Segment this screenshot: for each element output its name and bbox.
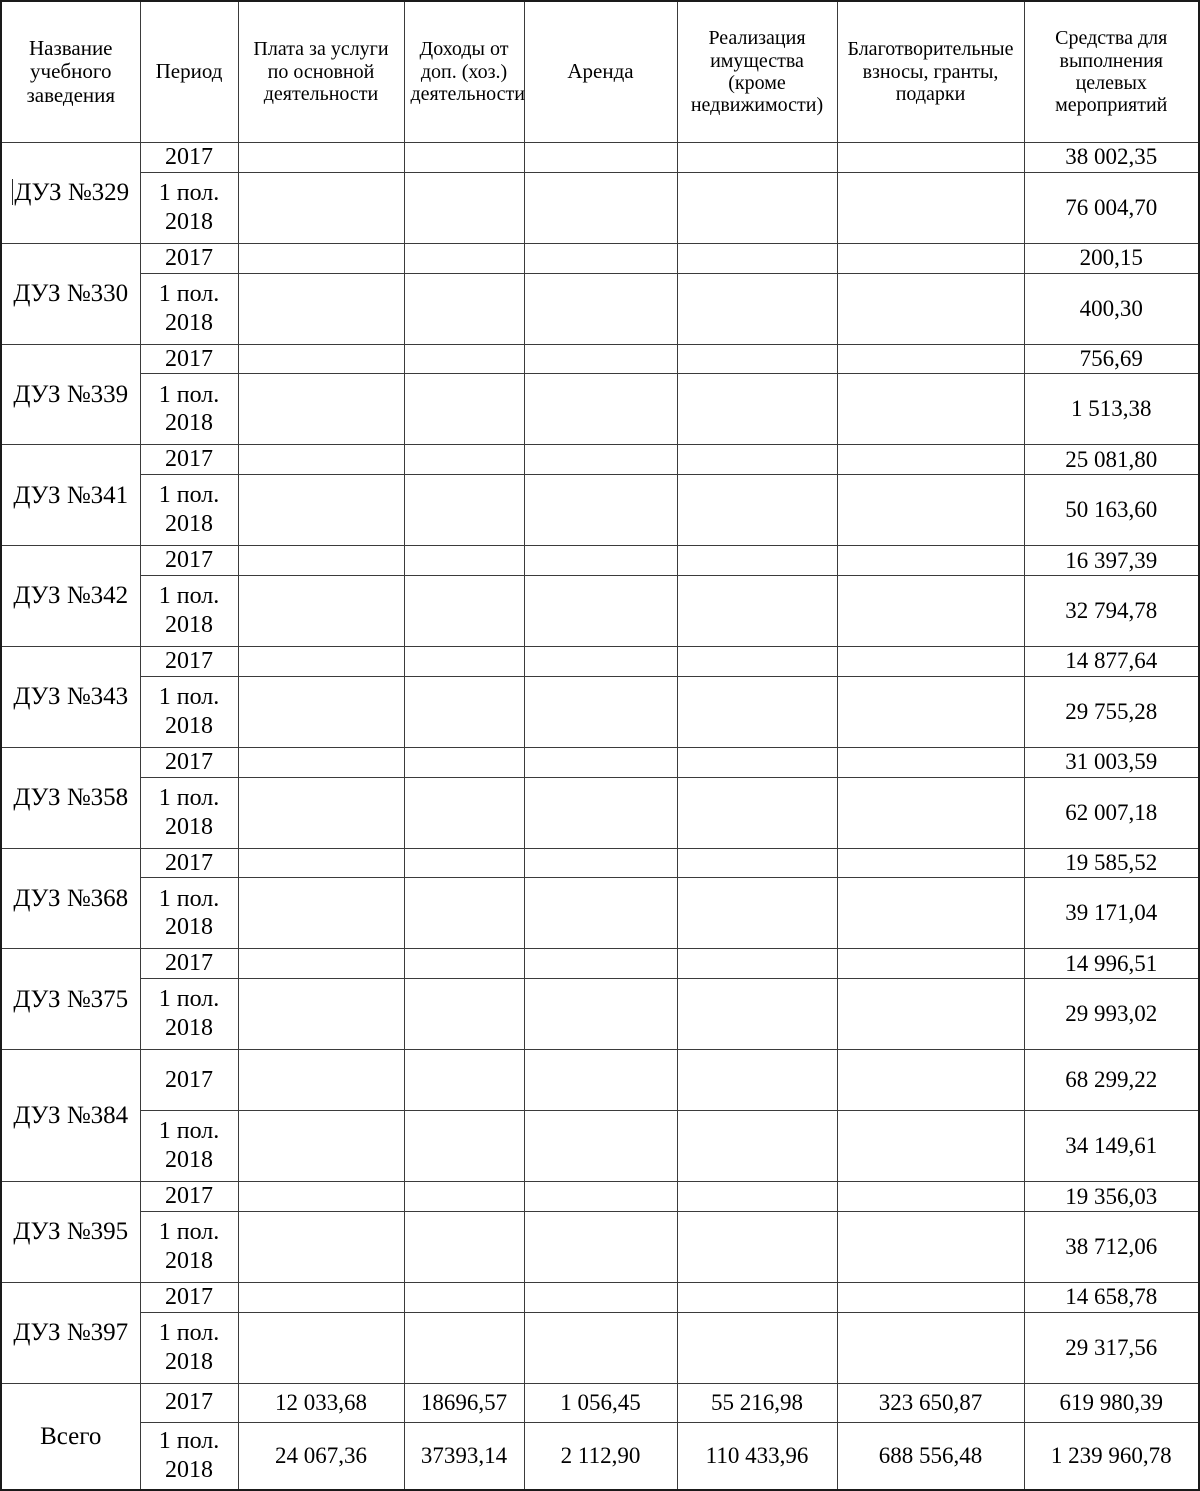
cell-income-extra bbox=[404, 646, 524, 676]
cell-rent bbox=[524, 1050, 677, 1111]
cell-period: 1 пол. 2018 bbox=[140, 374, 238, 445]
row-header-institution bbox=[1, 949, 140, 1050]
column-header-property-sale: Реализация имущества (кроме недвижимости) bbox=[677, 1, 837, 143]
cell-income-extra bbox=[404, 374, 524, 445]
cell-charity bbox=[837, 445, 1024, 475]
cell-period: 1 пол. 2018 bbox=[140, 273, 238, 344]
table-row bbox=[1, 374, 1199, 445]
cell-property-sale bbox=[677, 1182, 837, 1212]
cell-target-funds: 400,30 bbox=[1024, 273, 1199, 344]
cell-income-extra bbox=[404, 777, 524, 848]
cell-property-sale bbox=[677, 1211, 837, 1282]
cell-property-sale bbox=[677, 949, 837, 979]
cell-property-sale bbox=[677, 878, 837, 949]
cell-target-funds: 756,69 bbox=[1024, 344, 1199, 374]
cell-charity bbox=[837, 878, 1024, 949]
cell-target-funds: 39 171,04 bbox=[1024, 878, 1199, 949]
table-row bbox=[1, 1182, 1199, 1212]
cell-target-funds: 16 397,39 bbox=[1024, 546, 1199, 576]
cell-rent bbox=[524, 374, 677, 445]
cell-target-funds: 31 003,59 bbox=[1024, 747, 1199, 777]
cell-period: 1 пол. 2018 bbox=[140, 575, 238, 646]
cell-target-funds: 19 356,03 bbox=[1024, 1182, 1199, 1212]
cell-target-funds: 29 755,28 bbox=[1024, 676, 1199, 747]
cell-period: 2017 bbox=[140, 243, 238, 273]
cell-income-extra bbox=[404, 575, 524, 646]
cell-pay-main bbox=[238, 1050, 404, 1111]
cell-property-sale bbox=[677, 979, 837, 1050]
cell-rent bbox=[524, 475, 677, 546]
cell-period: 1 пол. 2018 bbox=[140, 878, 238, 949]
cell-pay-main bbox=[238, 243, 404, 273]
cell-income-extra bbox=[404, 1211, 524, 1282]
cell-rent bbox=[524, 646, 677, 676]
table-row bbox=[1, 1111, 1199, 1182]
cell-target-funds: 14 877,64 bbox=[1024, 646, 1199, 676]
cell-income-extra bbox=[404, 1312, 524, 1383]
cell-target-funds: 50 163,60 bbox=[1024, 475, 1199, 546]
cell-rent: 1 056,45 bbox=[524, 1383, 677, 1422]
cell-charity bbox=[837, 1050, 1024, 1111]
cell-income-extra bbox=[404, 979, 524, 1050]
cell-rent bbox=[524, 445, 677, 475]
text-caret-icon bbox=[12, 179, 13, 205]
cell-charity: 323 650,87 bbox=[837, 1383, 1024, 1422]
cell-pay-main bbox=[238, 546, 404, 576]
cell-period: 2017 bbox=[140, 848, 238, 878]
cell-income-extra: 18696,57 bbox=[404, 1383, 524, 1422]
cell-property-sale bbox=[677, 273, 837, 344]
column-header-pay-main: Плата за услуги по основной деятельности bbox=[238, 1, 404, 143]
cell-period: 2017 bbox=[140, 1383, 238, 1422]
cell-rent bbox=[524, 949, 677, 979]
cell-pay-main bbox=[238, 1211, 404, 1282]
cell-pay-main bbox=[238, 445, 404, 475]
cell-income-extra: 37393,14 bbox=[404, 1422, 524, 1490]
cell-period: 2017 bbox=[140, 344, 238, 374]
cell-rent bbox=[524, 273, 677, 344]
cell-target-funds: 29 993,02 bbox=[1024, 979, 1199, 1050]
row-header-institution bbox=[1, 445, 140, 546]
cell-property-sale bbox=[677, 344, 837, 374]
cell-charity bbox=[837, 546, 1024, 576]
institution-label: ДУЗ №395 bbox=[13, 1218, 129, 1246]
cell-period: 1 пол. 2018 bbox=[140, 1211, 238, 1282]
cell-property-sale bbox=[677, 1282, 837, 1312]
cell-income-extra bbox=[404, 1282, 524, 1312]
cell-income-extra bbox=[404, 747, 524, 777]
table-row bbox=[1, 979, 1199, 1050]
cell-period: 1 пол. 2018 bbox=[140, 475, 238, 546]
cell-target-funds: 68 299,22 bbox=[1024, 1050, 1199, 1111]
cell-property-sale bbox=[677, 475, 837, 546]
cell-property-sale bbox=[677, 848, 837, 878]
institution-label: ДУЗ №397 bbox=[13, 1319, 129, 1347]
institution-label: ДУЗ №342 bbox=[13, 582, 129, 610]
cell-pay-main bbox=[238, 747, 404, 777]
cell-rent bbox=[524, 143, 677, 173]
row-header-institution bbox=[1, 1282, 140, 1383]
row-header-total bbox=[1, 1383, 140, 1490]
institution-label: ДУЗ №375 bbox=[13, 985, 129, 1013]
table-row bbox=[1, 1422, 1199, 1490]
cell-property-sale bbox=[677, 172, 837, 243]
cell-property-sale bbox=[677, 374, 837, 445]
cell-target-funds: 29 317,56 bbox=[1024, 1312, 1199, 1383]
row-header-institution bbox=[1, 646, 140, 747]
institution-label: ДУЗ №341 bbox=[13, 481, 129, 509]
cell-income-extra bbox=[404, 546, 524, 576]
table-row bbox=[1, 445, 1199, 475]
cell-pay-main bbox=[238, 646, 404, 676]
row-header-institution bbox=[1, 344, 140, 445]
row-header-institution bbox=[1, 143, 140, 244]
cell-target-funds: 1 239 960,78 bbox=[1024, 1422, 1199, 1490]
row-header-institution bbox=[1, 546, 140, 647]
cell-charity bbox=[837, 273, 1024, 344]
cell-income-extra bbox=[404, 344, 524, 374]
cell-pay-main bbox=[238, 143, 404, 173]
cell-pay-main bbox=[238, 676, 404, 747]
cell-charity: 688 556,48 bbox=[837, 1422, 1024, 1490]
cell-property-sale bbox=[677, 1312, 837, 1383]
cell-charity bbox=[837, 172, 1024, 243]
cell-period: 2017 bbox=[140, 546, 238, 576]
table-row bbox=[1, 1383, 1199, 1422]
column-header-period: Период bbox=[140, 1, 238, 143]
cell-rent bbox=[524, 979, 677, 1050]
cell-income-extra bbox=[404, 949, 524, 979]
cell-property-sale: 110 433,96 bbox=[677, 1422, 837, 1490]
cell-charity bbox=[837, 143, 1024, 173]
cell-pay-main bbox=[238, 979, 404, 1050]
cell-target-funds: 62 007,18 bbox=[1024, 777, 1199, 848]
cell-charity bbox=[837, 676, 1024, 747]
cell-charity bbox=[837, 344, 1024, 374]
table-row bbox=[1, 848, 1199, 878]
cell-period: 2017 bbox=[140, 1282, 238, 1312]
cell-target-funds: 38 712,06 bbox=[1024, 1211, 1199, 1282]
cell-property-sale bbox=[677, 143, 837, 173]
cell-pay-main: 12 033,68 bbox=[238, 1383, 404, 1422]
table-body bbox=[1, 143, 1199, 1490]
cell-income-extra bbox=[404, 848, 524, 878]
cell-period: 1 пол. 2018 bbox=[140, 979, 238, 1050]
cell-charity bbox=[837, 1211, 1024, 1282]
cell-charity bbox=[837, 1111, 1024, 1182]
cell-pay-main: 24 067,36 bbox=[238, 1422, 404, 1490]
cell-period: 1 пол. 2018 bbox=[140, 676, 238, 747]
cell-property-sale bbox=[677, 1111, 837, 1182]
cell-rent bbox=[524, 575, 677, 646]
table-row bbox=[1, 344, 1199, 374]
table-row bbox=[1, 1050, 1199, 1111]
column-header-income-extra: Доходы от доп. (хоз.) деятельности bbox=[404, 1, 524, 143]
cell-rent bbox=[524, 344, 677, 374]
table-row bbox=[1, 878, 1199, 949]
cell-rent bbox=[524, 848, 677, 878]
cell-income-extra bbox=[404, 878, 524, 949]
cell-charity bbox=[837, 979, 1024, 1050]
cell-pay-main bbox=[238, 949, 404, 979]
cell-pay-main bbox=[238, 777, 404, 848]
cell-period: 1 пол. 2018 bbox=[140, 1422, 238, 1490]
cell-charity bbox=[837, 475, 1024, 546]
cell-charity bbox=[837, 848, 1024, 878]
table-row bbox=[1, 575, 1199, 646]
cell-target-funds: 34 149,61 bbox=[1024, 1111, 1199, 1182]
cell-period: 1 пол. 2018 bbox=[140, 172, 238, 243]
table-row bbox=[1, 1282, 1199, 1312]
cell-target-funds: 19 585,52 bbox=[1024, 848, 1199, 878]
table-row bbox=[1, 747, 1199, 777]
cell-charity bbox=[837, 1282, 1024, 1312]
cell-property-sale bbox=[677, 243, 837, 273]
cell-rent bbox=[524, 878, 677, 949]
cell-target-funds: 1 513,38 bbox=[1024, 374, 1199, 445]
table-row bbox=[1, 949, 1199, 979]
cell-charity bbox=[837, 374, 1024, 445]
cell-rent bbox=[524, 747, 677, 777]
cell-period: 2017 bbox=[140, 949, 238, 979]
column-header-institution: Название учебного заведения bbox=[1, 1, 140, 143]
cell-target-funds: 32 794,78 bbox=[1024, 575, 1199, 646]
cell-income-extra bbox=[404, 1050, 524, 1111]
cell-income-extra bbox=[404, 243, 524, 273]
cell-pay-main bbox=[238, 344, 404, 374]
cell-property-sale bbox=[677, 646, 837, 676]
cell-period: 2017 bbox=[140, 445, 238, 475]
cell-pay-main bbox=[238, 1182, 404, 1212]
cell-property-sale: 55 216,98 bbox=[677, 1383, 837, 1422]
column-header-target-funds: Средства для выполнения целевых мероприятий bbox=[1024, 1, 1199, 143]
cell-property-sale bbox=[677, 777, 837, 848]
cell-property-sale bbox=[677, 575, 837, 646]
cell-rent bbox=[524, 1182, 677, 1212]
cell-period: 1 пол. 2018 bbox=[140, 1111, 238, 1182]
cell-target-funds: 14 658,78 bbox=[1024, 1282, 1199, 1312]
cell-pay-main bbox=[238, 1312, 404, 1383]
cell-rent bbox=[524, 676, 677, 747]
table-header bbox=[1, 1, 1199, 143]
cell-property-sale bbox=[677, 445, 837, 475]
table-row bbox=[1, 546, 1199, 576]
cell-income-extra bbox=[404, 172, 524, 243]
cell-target-funds: 619 980,39 bbox=[1024, 1383, 1199, 1422]
institution-label: ДУЗ №384 bbox=[13, 1101, 129, 1129]
cell-charity bbox=[837, 1182, 1024, 1212]
cell-period: 2017 bbox=[140, 1182, 238, 1212]
cell-income-extra bbox=[404, 445, 524, 475]
cell-rent bbox=[524, 1282, 677, 1312]
cell-charity bbox=[837, 646, 1024, 676]
table-row bbox=[1, 273, 1199, 344]
row-header-institution bbox=[1, 848, 140, 949]
cell-pay-main bbox=[238, 878, 404, 949]
table-row bbox=[1, 143, 1199, 173]
cell-pay-main bbox=[238, 172, 404, 243]
cell-property-sale bbox=[677, 676, 837, 747]
cell-pay-main bbox=[238, 575, 404, 646]
cell-income-extra bbox=[404, 676, 524, 747]
cell-income-extra bbox=[404, 1111, 524, 1182]
cell-pay-main bbox=[238, 273, 404, 344]
institution-label: ДУЗ №339 bbox=[13, 380, 129, 408]
cell-period: 1 пол. 2018 bbox=[140, 777, 238, 848]
institution-label: ДУЗ №330 bbox=[13, 279, 129, 307]
cell-rent bbox=[524, 1211, 677, 1282]
institution-label: ДУЗ №358 bbox=[13, 783, 129, 811]
row-header-institution bbox=[1, 747, 140, 848]
cell-charity bbox=[837, 747, 1024, 777]
institution-label: ДУЗ №343 bbox=[13, 683, 129, 711]
table-row bbox=[1, 1312, 1199, 1383]
cell-period: 2017 bbox=[140, 646, 238, 676]
cell-period: 1 пол. 2018 bbox=[140, 1312, 238, 1383]
cell-target-funds: 200,15 bbox=[1024, 243, 1199, 273]
table-row bbox=[1, 475, 1199, 546]
table-row bbox=[1, 1211, 1199, 1282]
cell-target-funds: 14 996,51 bbox=[1024, 949, 1199, 979]
header-row bbox=[1, 1, 1199, 143]
cell-charity bbox=[837, 1312, 1024, 1383]
cell-rent: 2 112,90 bbox=[524, 1422, 677, 1490]
cell-rent bbox=[524, 1312, 677, 1383]
cell-pay-main bbox=[238, 374, 404, 445]
cell-pay-main bbox=[238, 1282, 404, 1312]
cell-rent bbox=[524, 546, 677, 576]
cell-rent bbox=[524, 172, 677, 243]
cell-charity bbox=[837, 949, 1024, 979]
cell-charity bbox=[837, 777, 1024, 848]
institution-label: ДУЗ №368 bbox=[13, 884, 129, 912]
institution-label: ДУЗ №329 bbox=[14, 179, 130, 207]
cell-income-extra bbox=[404, 1182, 524, 1212]
cell-income-extra bbox=[404, 273, 524, 344]
cell-income-extra bbox=[404, 143, 524, 173]
cell-property-sale bbox=[677, 747, 837, 777]
column-header-rent: Аренда bbox=[524, 1, 677, 143]
cell-pay-main bbox=[238, 848, 404, 878]
cell-rent bbox=[524, 243, 677, 273]
cell-period: 2017 bbox=[140, 143, 238, 173]
table-row bbox=[1, 646, 1199, 676]
table-row bbox=[1, 676, 1199, 747]
institution-label: Всего bbox=[40, 1422, 102, 1450]
table-row bbox=[1, 777, 1199, 848]
row-header-institution bbox=[1, 243, 140, 344]
column-header-charity: Благотворительные взносы, гранты, подарки bbox=[837, 1, 1024, 143]
cell-income-extra bbox=[404, 475, 524, 546]
cell-property-sale bbox=[677, 546, 837, 576]
cell-rent bbox=[524, 777, 677, 848]
cell-period: 2017 bbox=[140, 1050, 238, 1111]
cell-rent bbox=[524, 1111, 677, 1182]
row-header-institution bbox=[1, 1050, 140, 1182]
cell-target-funds: 76 004,70 bbox=[1024, 172, 1199, 243]
cell-pay-main bbox=[238, 475, 404, 546]
table-row bbox=[1, 172, 1199, 243]
cell-property-sale bbox=[677, 1050, 837, 1111]
cell-target-funds: 25 081,80 bbox=[1024, 445, 1199, 475]
cell-charity bbox=[837, 575, 1024, 646]
cell-period: 2017 bbox=[140, 747, 238, 777]
cell-target-funds: 38 002,35 bbox=[1024, 143, 1199, 173]
cell-charity bbox=[837, 243, 1024, 273]
table-row bbox=[1, 243, 1199, 273]
row-header-institution bbox=[1, 1182, 140, 1283]
cell-pay-main bbox=[238, 1111, 404, 1182]
